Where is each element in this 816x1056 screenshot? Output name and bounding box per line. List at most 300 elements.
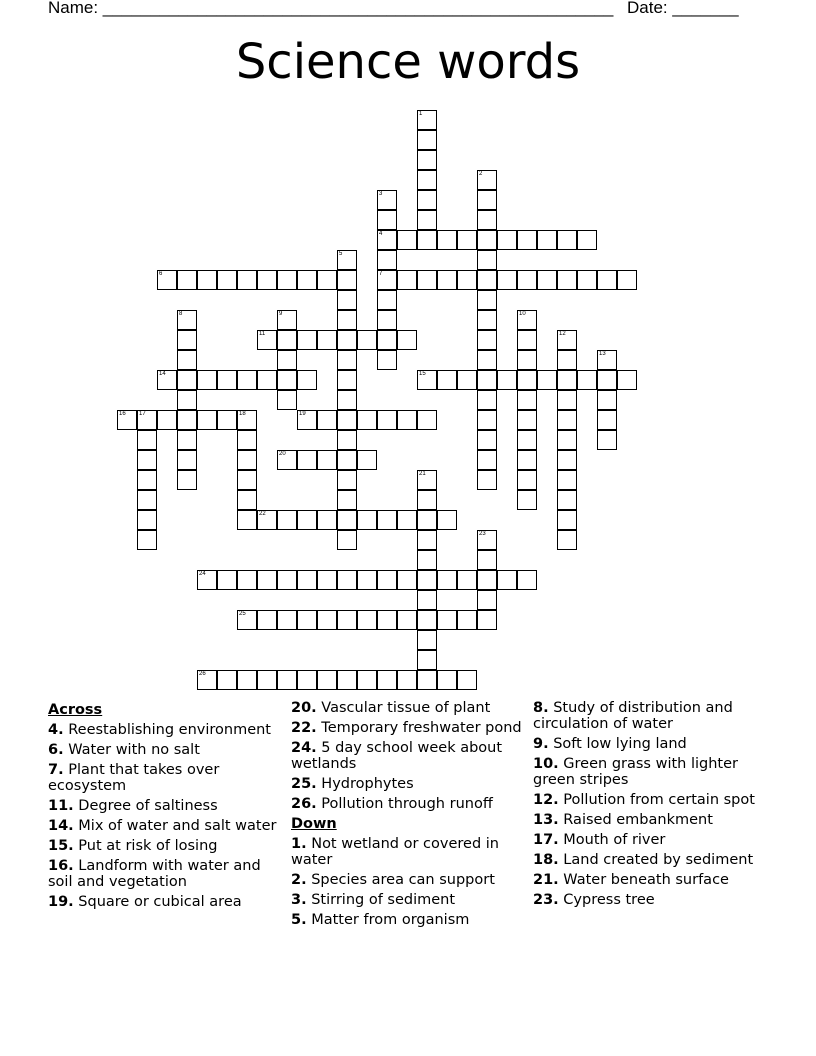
- clue-text: Pollution from certain spot: [563, 792, 755, 808]
- puzzle-title: Science words: [235, 34, 581, 90]
- clue-item: [291, 776, 523, 792]
- grid-cell[interactable]: [237, 570, 257, 590]
- clue-item: [291, 700, 523, 716]
- grid-cell[interactable]: [257, 270, 277, 290]
- clue-number-label: 1.: [291, 836, 307, 852]
- grid-cell[interactable]: [477, 470, 497, 490]
- clue-text: Degree of saltiness: [78, 798, 218, 814]
- grid-cell[interactable]: [377, 670, 397, 690]
- grid-cell[interactable]: [477, 370, 497, 390]
- grid-cell[interactable]: [477, 210, 497, 230]
- grid-cell[interactable]: [337, 610, 357, 630]
- clue-item: [533, 812, 773, 828]
- clue-item: [291, 872, 523, 888]
- grid-cell[interactable]: [477, 270, 497, 290]
- grid-cell[interactable]: [277, 310, 297, 330]
- clues-column-1: [48, 700, 280, 914]
- grid-cell[interactable]: [337, 530, 357, 550]
- grid-cell[interactable]: [357, 610, 377, 630]
- grid-cell[interactable]: [477, 350, 497, 370]
- clue-number: 3: [379, 191, 383, 197]
- grid-cell[interactable]: [457, 370, 477, 390]
- grid-cell[interactable]: [337, 290, 357, 310]
- grid-cell[interactable]: [217, 570, 237, 590]
- grid-cell[interactable]: [137, 510, 157, 530]
- grid-cell[interactable]: [237, 270, 257, 290]
- clue-number-label: 4.: [48, 722, 64, 738]
- grid-cell[interactable]: [237, 610, 257, 630]
- grid-cell[interactable]: [397, 670, 417, 690]
- grid-cell[interactable]: [457, 570, 477, 590]
- grid-cell[interactable]: [217, 410, 237, 430]
- clue-number-label: 22.: [291, 720, 317, 736]
- grid-cell[interactable]: [337, 430, 357, 450]
- grid-cell[interactable]: [377, 330, 397, 350]
- grid-cell[interactable]: [417, 370, 437, 390]
- clue-number: 8: [179, 311, 183, 317]
- grid-cell[interactable]: [317, 610, 337, 630]
- clue-text: Green grass with lighter green stripes: [533, 756, 738, 788]
- clue-text: Not wetland or covered in water: [291, 836, 499, 868]
- grid-cell[interactable]: [277, 270, 297, 290]
- grid-cell[interactable]: [337, 390, 357, 410]
- grid-cell[interactable]: [337, 310, 357, 330]
- grid-cell[interactable]: [417, 210, 437, 230]
- grid-cell[interactable]: [557, 530, 577, 550]
- grid-cell[interactable]: [437, 510, 457, 530]
- clue-text: Raised embankment: [563, 812, 713, 828]
- grid-cell[interactable]: [377, 210, 397, 230]
- grid-cell[interactable]: [417, 130, 437, 150]
- clue-text: Reestablishing environment: [68, 722, 271, 738]
- grid-cell[interactable]: [397, 410, 417, 430]
- grid-cell[interactable]: [477, 550, 497, 570]
- clue-text: 5 day school week about wetlands: [291, 740, 503, 772]
- clue-number-label: 12.: [533, 792, 559, 808]
- grid-cell[interactable]: [197, 270, 217, 290]
- grid-cell[interactable]: [237, 430, 257, 450]
- grid-cell[interactable]: [257, 330, 277, 350]
- grid-cell[interactable]: [317, 270, 337, 290]
- grid-cell[interactable]: [557, 330, 577, 350]
- clue-number: 5: [339, 251, 343, 257]
- grid-cell[interactable]: [197, 410, 217, 430]
- grid-cell[interactable]: [277, 610, 297, 630]
- grid-cell[interactable]: [277, 390, 297, 410]
- grid-cell[interactable]: [197, 670, 217, 690]
- grid-cell[interactable]: [257, 510, 277, 530]
- grid-cell[interactable]: [177, 270, 197, 290]
- grid-cell[interactable]: [317, 510, 337, 530]
- grid-cell[interactable]: [417, 670, 437, 690]
- grid-cell[interactable]: [297, 270, 317, 290]
- grid-cell[interactable]: [477, 430, 497, 450]
- grid-cell[interactable]: [397, 230, 417, 250]
- grid-cell[interactable]: [377, 610, 397, 630]
- clue-number-label: 21.: [533, 872, 559, 888]
- clue-number-label: 23.: [533, 892, 559, 908]
- grid-cell[interactable]: [297, 330, 317, 350]
- grid-cell[interactable]: [377, 270, 397, 290]
- clue-text: Temporary freshwater pond: [321, 720, 522, 736]
- grid-cell[interactable]: [417, 410, 437, 430]
- grid-cell[interactable]: [137, 410, 157, 430]
- grid-cell[interactable]: [397, 510, 417, 530]
- clue-number-label: 10.: [533, 756, 559, 772]
- grid-cell[interactable]: [357, 510, 377, 530]
- clue-text: Plant that takes over ecosystem: [48, 762, 220, 794]
- clue-item: [48, 858, 280, 890]
- grid-cell[interactable]: [357, 330, 377, 350]
- grid-cell[interactable]: [317, 670, 337, 690]
- grid-cell[interactable]: [337, 510, 357, 530]
- grid-cell[interactable]: [357, 410, 377, 430]
- grid-cell[interactable]: [417, 170, 437, 190]
- grid-cell[interactable]: [597, 270, 617, 290]
- grid-cell[interactable]: [137, 470, 157, 490]
- grid-cell[interactable]: [177, 330, 197, 350]
- clue-number: 19: [299, 411, 306, 417]
- grid-cell[interactable]: [497, 230, 517, 250]
- clue-number: 15: [419, 371, 426, 377]
- grid-cell[interactable]: [357, 670, 377, 690]
- grid-cell[interactable]: [597, 430, 617, 450]
- grid-cell[interactable]: [417, 150, 437, 170]
- grid-cell[interactable]: [277, 330, 297, 350]
- grid-cell[interactable]: [517, 430, 537, 450]
- grid-cell[interactable]: [557, 430, 577, 450]
- clue-number-label: 2.: [291, 872, 307, 888]
- grid-cell[interactable]: [517, 490, 537, 510]
- clue-item: [48, 894, 280, 910]
- grid-cell[interactable]: [137, 490, 157, 510]
- grid-cell[interactable]: [557, 450, 577, 470]
- grid-cell[interactable]: [537, 230, 557, 250]
- grid-cell[interactable]: [557, 410, 577, 430]
- grid-cell[interactable]: [597, 390, 617, 410]
- grid-cell[interactable]: [337, 450, 357, 470]
- grid-cell[interactable]: [517, 390, 537, 410]
- clue-number-label: 19.: [48, 894, 74, 910]
- grid-cell[interactable]: [437, 610, 457, 630]
- grid-cell[interactable]: [417, 630, 437, 650]
- clue-number: 4: [379, 231, 383, 237]
- grid-cell[interactable]: [137, 450, 157, 470]
- grid-cell[interactable]: [517, 470, 537, 490]
- clue-number-label: 7.: [48, 762, 64, 778]
- grid-cell[interactable]: [557, 510, 577, 530]
- grid-cell[interactable]: [377, 190, 397, 210]
- clue-item: [533, 872, 773, 888]
- grid-cell[interactable]: [237, 410, 257, 430]
- grid-cell[interactable]: [517, 330, 537, 350]
- clue-text: Vascular tissue of plant: [321, 700, 491, 716]
- clue-number-label: 15.: [48, 838, 74, 854]
- grid-cell[interactable]: [337, 270, 357, 290]
- grid-cell[interactable]: [217, 370, 237, 390]
- grid-cell[interactable]: [337, 370, 357, 390]
- clue-item: [291, 720, 523, 736]
- clue-text: Species area can support: [311, 872, 495, 888]
- grid-cell[interactable]: [397, 610, 417, 630]
- grid-cell[interactable]: [277, 510, 297, 530]
- grid-cell[interactable]: [337, 330, 357, 350]
- grid-cell[interactable]: [277, 570, 297, 590]
- grid-cell[interactable]: [257, 610, 277, 630]
- clue-text: Land created by sediment: [563, 852, 754, 868]
- grid-cell[interactable]: [497, 370, 517, 390]
- grid-cell[interactable]: [277, 350, 297, 370]
- grid-cell[interactable]: [177, 410, 197, 430]
- grid-cell[interactable]: [237, 670, 257, 690]
- name-field-label: Name: ______________________________________________________: [48, 0, 614, 17]
- grid-cell[interactable]: [397, 270, 417, 290]
- grid-cell[interactable]: [457, 270, 477, 290]
- clue-number-label: 17.: [533, 832, 559, 848]
- grid-cell[interactable]: [357, 570, 377, 590]
- grid-cell[interactable]: [517, 310, 537, 330]
- grid-cell[interactable]: [277, 450, 297, 470]
- grid-cell[interactable]: [337, 570, 357, 590]
- grid-cell[interactable]: [337, 410, 357, 430]
- grid-cell[interactable]: [417, 230, 437, 250]
- grid-cell[interactable]: [497, 570, 517, 590]
- grid-cell[interactable]: [557, 470, 577, 490]
- grid-cell[interactable]: [377, 250, 397, 270]
- grid-cell[interactable]: [257, 370, 277, 390]
- grid-cell[interactable]: [397, 570, 417, 590]
- grid-cell[interactable]: [297, 570, 317, 590]
- grid-cell[interactable]: [217, 670, 237, 690]
- grid-cell[interactable]: [537, 270, 557, 290]
- grid-cell[interactable]: [417, 270, 437, 290]
- clue-text: Landform with water and soil and vegetation: [48, 858, 261, 890]
- clue-text: Water with no salt: [68, 742, 200, 758]
- clue-number: 25: [239, 611, 246, 617]
- grid-cell[interactable]: [317, 570, 337, 590]
- grid-cell[interactable]: [337, 250, 357, 270]
- clue-item: [291, 836, 523, 868]
- grid-cell[interactable]: [477, 590, 497, 610]
- grid-cell[interactable]: [597, 410, 617, 430]
- grid-cell[interactable]: [477, 610, 497, 630]
- grid-cell[interactable]: [137, 530, 157, 550]
- clue-item: [291, 740, 523, 772]
- grid-cell[interactable]: [177, 470, 197, 490]
- grid-cell[interactable]: [297, 370, 317, 390]
- clue-number: 20: [279, 451, 286, 457]
- grid-cell[interactable]: [337, 350, 357, 370]
- grid-cell[interactable]: [337, 470, 357, 490]
- grid-cell[interactable]: [437, 670, 457, 690]
- grid-cell[interactable]: [277, 670, 297, 690]
- grid-cell[interactable]: [437, 570, 457, 590]
- grid-cell[interactable]: [137, 430, 157, 450]
- grid-cell[interactable]: [417, 490, 437, 510]
- grid-cell[interactable]: [297, 450, 317, 470]
- grid-cell[interactable]: [157, 410, 177, 430]
- clue-item: [533, 852, 773, 868]
- clue-number: 24: [199, 571, 206, 577]
- grid-cell[interactable]: [417, 190, 437, 210]
- grid-cell[interactable]: [417, 550, 437, 570]
- clue-item: [48, 818, 280, 834]
- grid-cell[interactable]: [417, 610, 437, 630]
- grid-cell[interactable]: [377, 510, 397, 530]
- grid-cell[interactable]: [437, 370, 457, 390]
- grid-cell[interactable]: [517, 370, 537, 390]
- grid-cell[interactable]: [597, 370, 617, 390]
- grid-cell[interactable]: [497, 270, 517, 290]
- grid-cell[interactable]: [257, 670, 277, 690]
- grid-cell[interactable]: [377, 350, 397, 370]
- clue-text: Hydrophytes: [321, 776, 414, 792]
- clue-number: 26: [199, 671, 206, 677]
- clue-text: Cypress tree: [563, 892, 655, 908]
- grid-cell[interactable]: [317, 330, 337, 350]
- clue-number: 7: [379, 271, 383, 277]
- grid-cell[interactable]: [177, 310, 197, 330]
- grid-cell[interactable]: [577, 370, 597, 390]
- grid-cell[interactable]: [517, 350, 537, 370]
- grid-cell[interactable]: [417, 650, 437, 670]
- clue-number-label: 13.: [533, 812, 559, 828]
- grid-cell[interactable]: [377, 570, 397, 590]
- grid-cell[interactable]: [457, 610, 477, 630]
- grid-cell[interactable]: [557, 350, 577, 370]
- grid-cell[interactable]: [597, 350, 617, 370]
- clue-number-label: 26.: [291, 796, 317, 812]
- grid-cell[interactable]: [417, 510, 437, 530]
- grid-cell[interactable]: [477, 170, 497, 190]
- clue-number: 16: [119, 411, 126, 417]
- grid-cell[interactable]: [517, 270, 537, 290]
- grid-cell[interactable]: [177, 370, 197, 390]
- grid-cell[interactable]: [237, 490, 257, 510]
- grid-cell[interactable]: [477, 330, 497, 350]
- grid-cell[interactable]: [517, 450, 537, 470]
- clues-column-2: [291, 700, 523, 932]
- grid-cell[interactable]: [237, 370, 257, 390]
- grid-cell[interactable]: [177, 390, 197, 410]
- clue-number: 6: [159, 271, 163, 277]
- grid-cell[interactable]: [237, 470, 257, 490]
- clue-number-label: 20.: [291, 700, 317, 716]
- grid-cell[interactable]: [417, 590, 437, 610]
- grid-cell[interactable]: [297, 410, 317, 430]
- grid-cell[interactable]: [417, 530, 437, 550]
- grid-cell[interactable]: [577, 230, 597, 250]
- grid-cell[interactable]: [557, 490, 577, 510]
- grid-cell[interactable]: [477, 190, 497, 210]
- grid-cell[interactable]: [237, 510, 257, 530]
- grid-cell[interactable]: [177, 350, 197, 370]
- grid-cell[interactable]: [577, 270, 597, 290]
- grid-cell[interactable]: [157, 370, 177, 390]
- grid-cell[interactable]: [477, 410, 497, 430]
- grid-cell[interactable]: [417, 470, 437, 490]
- grid-cell[interactable]: [197, 570, 217, 590]
- grid-cell[interactable]: [477, 290, 497, 310]
- grid-cell[interactable]: [557, 370, 577, 390]
- grid-cell[interactable]: [437, 270, 457, 290]
- grid-cell[interactable]: [117, 410, 137, 430]
- grid-cell[interactable]: [297, 610, 317, 630]
- clue-text: Square or cubical area: [78, 894, 242, 910]
- grid-cell[interactable]: [217, 270, 237, 290]
- grid-cell[interactable]: [457, 670, 477, 690]
- grid-cell[interactable]: [157, 270, 177, 290]
- clue-text: Mix of water and salt water: [78, 818, 277, 834]
- grid-cell[interactable]: [377, 310, 397, 330]
- clue-item: [533, 792, 773, 808]
- grid-cell[interactable]: [297, 670, 317, 690]
- grid-cell[interactable]: [617, 270, 637, 290]
- grid-cell[interactable]: [557, 270, 577, 290]
- grid-cell[interactable]: [177, 430, 197, 450]
- clue-number-label: 5.: [291, 912, 307, 928]
- clue-item: [533, 700, 773, 732]
- grid-cell[interactable]: [177, 450, 197, 470]
- grid-cell[interactable]: [477, 250, 497, 270]
- grid-cell[interactable]: [317, 450, 337, 470]
- clue-number: 23: [479, 531, 486, 537]
- grid-cell[interactable]: [557, 390, 577, 410]
- clue-item: [533, 736, 773, 752]
- grid-cell[interactable]: [297, 510, 317, 530]
- grid-cell[interactable]: [537, 370, 557, 390]
- grid-cell[interactable]: [357, 450, 377, 470]
- grid-cell[interactable]: [317, 410, 337, 430]
- grid-cell[interactable]: [557, 230, 577, 250]
- grid-cell[interactable]: [377, 290, 397, 310]
- grid-cell[interactable]: [617, 370, 637, 390]
- grid-cell[interactable]: [277, 370, 297, 390]
- clue-number-label: 6.: [48, 742, 64, 758]
- grid-cell[interactable]: [377, 230, 397, 250]
- clue-item: [291, 912, 523, 928]
- grid-cell[interactable]: [417, 110, 437, 130]
- grid-cell[interactable]: [197, 370, 217, 390]
- clue-number: 18: [239, 411, 246, 417]
- grid-cell[interactable]: [257, 570, 277, 590]
- clue-item: [533, 832, 773, 848]
- grid-cell[interactable]: [457, 230, 477, 250]
- section-heading: Across: [48, 702, 103, 718]
- clue-number: 2: [479, 171, 483, 177]
- grid-cell[interactable]: [517, 410, 537, 430]
- clue-number: 10: [519, 311, 526, 317]
- grid-cell[interactable]: [517, 230, 537, 250]
- grid-cell[interactable]: [477, 530, 497, 550]
- grid-cell[interactable]: [337, 490, 357, 510]
- clue-number-label: 24.: [291, 740, 317, 756]
- grid-cell[interactable]: [397, 330, 417, 350]
- clue-item: [533, 756, 773, 788]
- grid-cell[interactable]: [477, 310, 497, 330]
- grid-cell[interactable]: [417, 570, 437, 590]
- grid-cell[interactable]: [477, 390, 497, 410]
- grid-cell[interactable]: [437, 230, 457, 250]
- grid-cell[interactable]: [477, 570, 497, 590]
- grid-cell[interactable]: [337, 670, 357, 690]
- grid-cell[interactable]: [517, 570, 537, 590]
- grid-cell[interactable]: [377, 410, 397, 430]
- clue-number: 17: [139, 411, 146, 417]
- grid-cell[interactable]: [237, 450, 257, 470]
- grid-cell[interactable]: [477, 450, 497, 470]
- grid-cell[interactable]: [477, 230, 497, 250]
